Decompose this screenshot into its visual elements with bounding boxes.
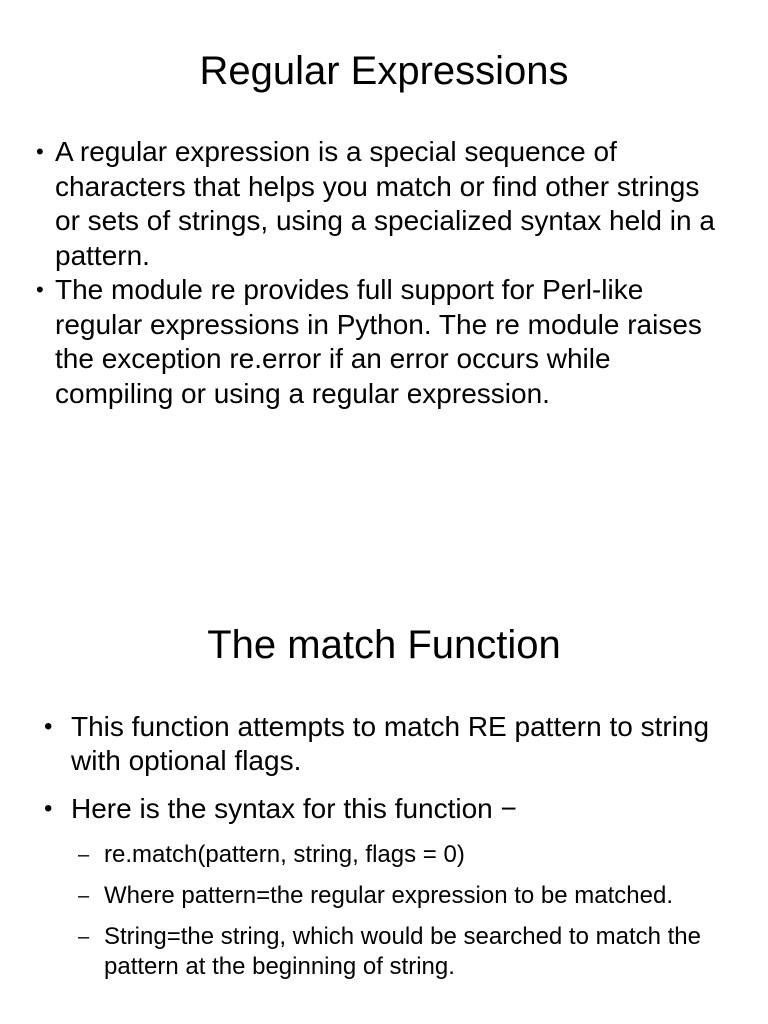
bullet-text: Here is the syntax for this function − (71, 793, 517, 824)
bullet-list (36, 135, 726, 411)
bullet-marker: • (44, 795, 53, 822)
bullet-list (44, 710, 734, 840)
sub-bullet-text: Where pattern=the regular expression to be matched. (104, 882, 673, 909)
dash-marker: – (78, 844, 90, 866)
slide-match-function (0, 512, 768, 1024)
sub-bullet-item (78, 922, 718, 982)
slide-title: The match Function (207, 623, 561, 667)
sub-bullet-item (78, 840, 718, 870)
bullet-item (36, 273, 726, 411)
sub-bullet-text: re.match(pattern, string, flags = 0) (104, 841, 465, 868)
sub-bullet-item (78, 881, 718, 911)
sub-bullet-text: String=the string, which would be searched to match the pattern at the beginning of string. (104, 923, 701, 980)
bullet-marker: • (36, 139, 44, 164)
bullet-text: This function attempts to match RE pattern to string with optional flags. (71, 711, 710, 776)
bullet-item (36, 135, 726, 273)
sub-bullet-list (78, 840, 718, 993)
bullet-text: The module re provides full support for Perl-like regular expressions in Python. The re module raises the exception re.error if an error occurs while compiling or using a regular expression. (55, 274, 702, 409)
bullet-marker: • (36, 277, 44, 302)
slide-title: Regular Expressions (199, 49, 569, 93)
bullet-text: A regular expression is a special sequence of characters that helps you match or find other strings or sets of strings, using a specialized syntax held in a pattern. (55, 136, 715, 271)
dash-marker: – (78, 885, 90, 907)
dash-marker: – (78, 926, 90, 948)
bullet-item (44, 792, 734, 826)
bullet-item (44, 710, 734, 778)
bullet-marker: • (44, 713, 53, 740)
